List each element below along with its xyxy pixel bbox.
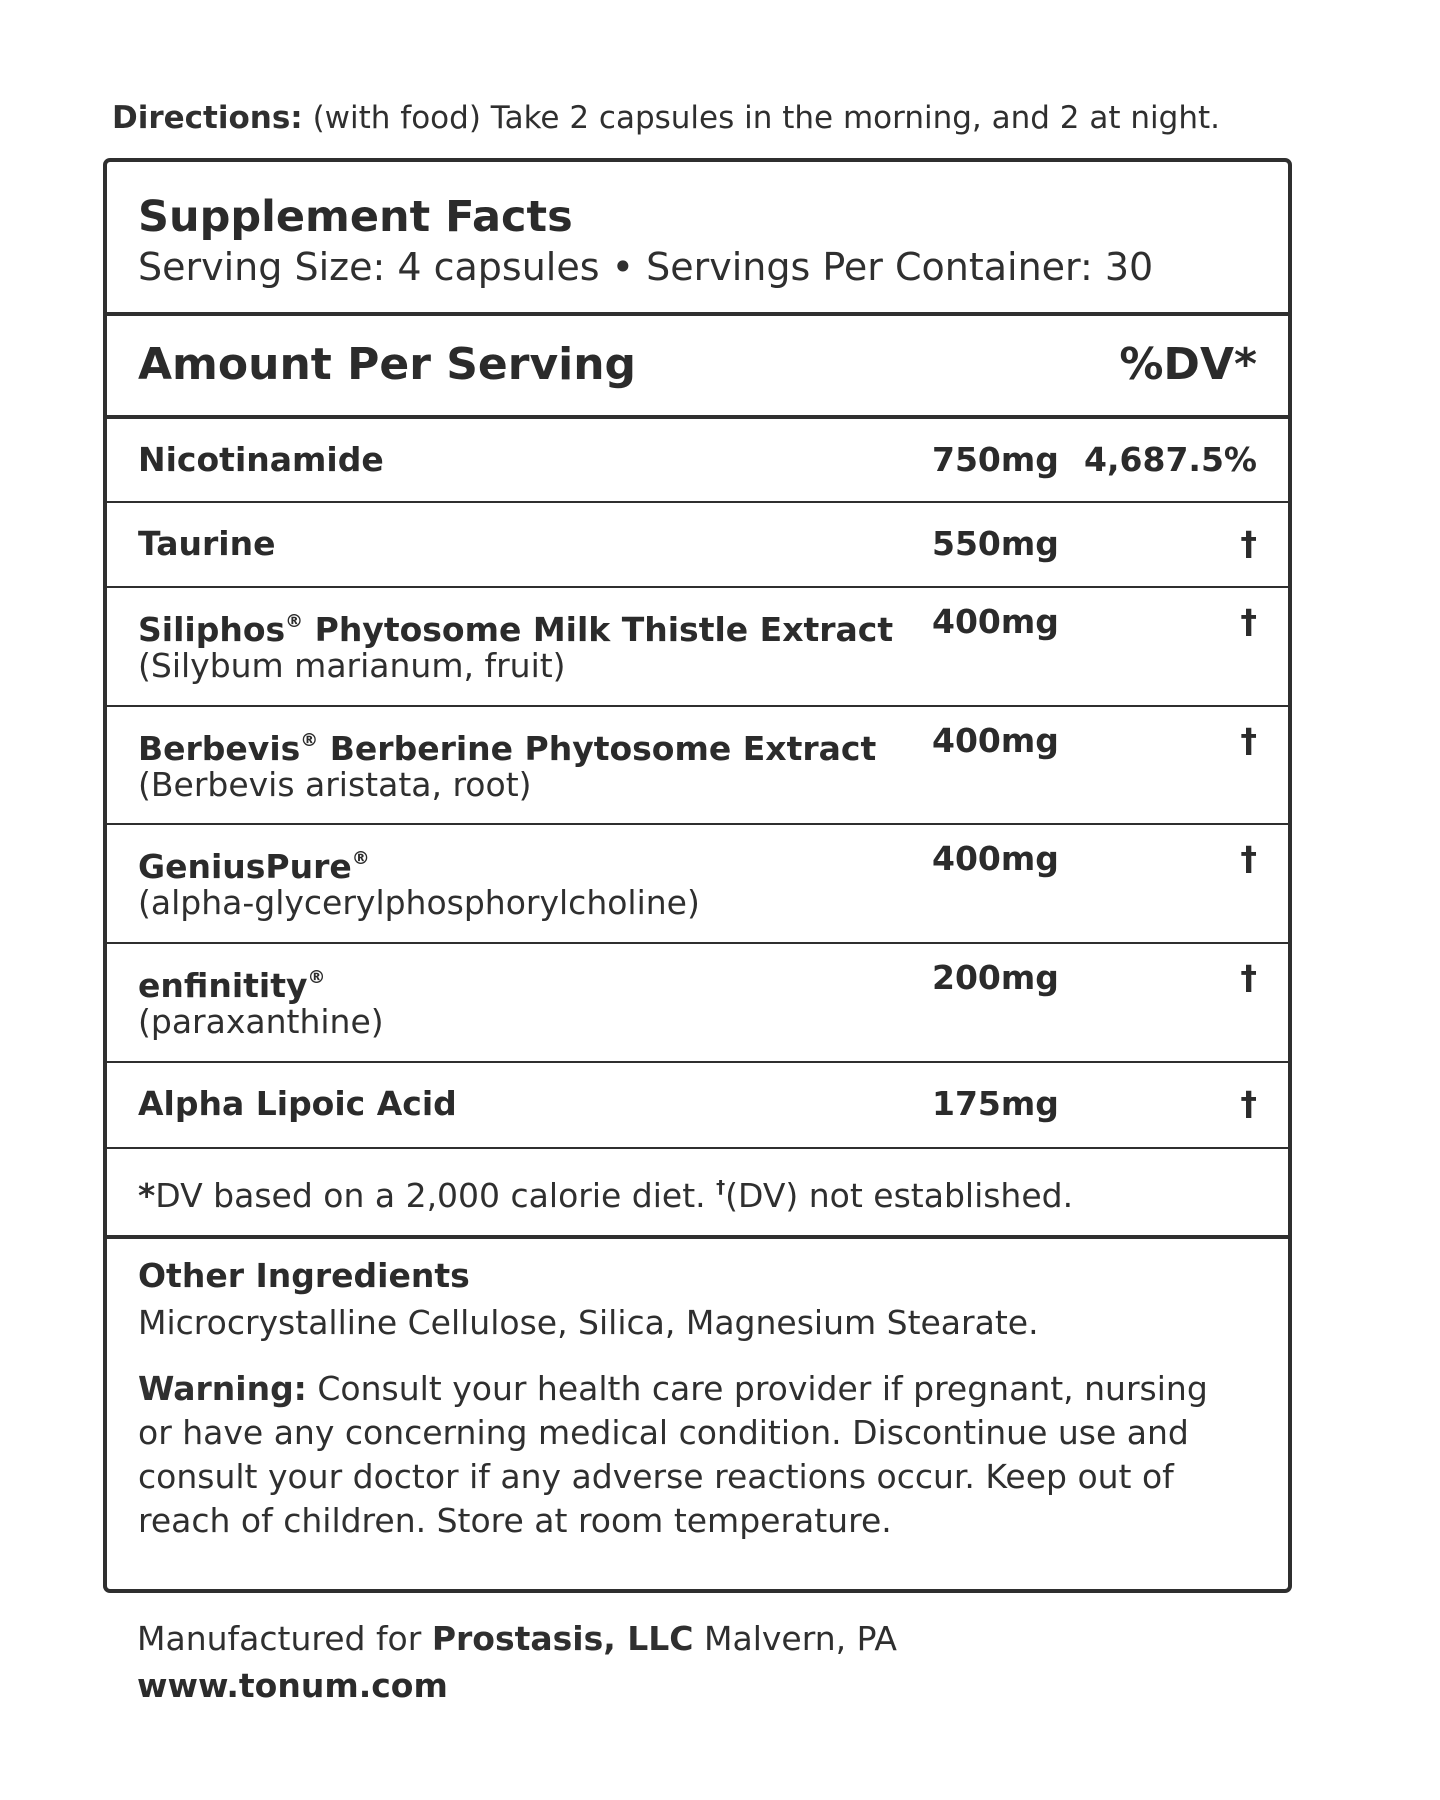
supplement-facts-panel <box>103 158 1292 1593</box>
manufacturer-line: Manufactured for Prostasis, LLC Malvern, PA <box>137 1619 897 1658</box>
ingredient-source: (alpha-glycerylphosphorylcholine) <box>138 883 700 922</box>
ingredient-name: GeniusPure® <box>138 847 370 886</box>
ingredient-row <box>107 1063 1288 1147</box>
divider <box>107 1235 1288 1239</box>
ingredient-dv: † <box>1240 602 1257 641</box>
other-ingredients-title: Other Ingredients <box>138 1256 470 1295</box>
ingredient-row <box>107 419 1288 501</box>
ingredient-dv: † <box>1240 839 1257 878</box>
directions-label: Directions: <box>112 100 303 136</box>
warning-label: Warning: <box>138 1369 307 1408</box>
ingredient-name: Taurine <box>138 524 276 563</box>
ingredient-amount: 200mg <box>932 958 1059 997</box>
directions-text: (with food) Take 2 capsules in the morning, and 2 at night. <box>312 100 1220 136</box>
ingredient-name: Nicotinamide <box>138 440 384 479</box>
ingredient-name: Berbevis® Berberine Phytosome Extract <box>138 729 877 768</box>
warning-text: Warning: Consult your health care provider if pregnant, nursing or have any concerning medical condition. Discontinue use and consult your doctor if any adverse reactions occur. Keep out of reach of children. Store at room temperature. <box>138 1369 1208 1540</box>
ingredient-row <box>107 588 1288 705</box>
amount-per-serving-header: Amount Per Serving <box>138 339 637 390</box>
ingredient-row <box>107 503 1288 586</box>
ingredient-amount: 400mg <box>932 839 1059 878</box>
ingredient-source: (Berbevis aristata, root) <box>138 765 532 804</box>
dv-footnote: *DV based on a 2,000 calorie diet. †(DV) not established. <box>138 1176 1074 1215</box>
ingredient-row <box>107 825 1288 942</box>
other-ingredients-list: Microcrystalline Cellulose, Silica, Magnesium Stearate. <box>138 1303 1039 1342</box>
ingredient-name: Alpha Lipoic Acid <box>138 1084 457 1123</box>
directions <box>112 98 1220 138</box>
dagger-mark: † <box>716 1177 726 1198</box>
ingredient-row <box>107 707 1288 823</box>
ingredient-amount: 175mg <box>932 1084 1059 1123</box>
ingredient-dv: † <box>1240 958 1257 997</box>
ingredient-dv: † <box>1240 1084 1257 1123</box>
panel-title: Supplement Facts <box>138 192 573 242</box>
divider <box>107 1147 1288 1149</box>
registered-mark: ® <box>285 611 304 632</box>
ingredient-source: (Silybum marianum, fruit) <box>138 646 566 685</box>
company-name: Prostasis, LLC <box>431 1619 694 1658</box>
ingredient-source: (paraxanthine) <box>138 1002 384 1041</box>
ingredient-amount: 550mg <box>932 524 1059 563</box>
registered-mark: ® <box>300 730 319 751</box>
ingredient-dv: † <box>1240 524 1257 563</box>
ingredient-name: Siliphos® Phytosome Milk Thistle Extract <box>138 610 894 649</box>
registered-mark: ® <box>351 848 370 869</box>
divider <box>107 312 1288 316</box>
ingredient-amount: 750mg <box>932 440 1059 479</box>
registered-mark: ® <box>307 967 326 988</box>
ingredient-name: enfinitity® <box>138 966 326 1005</box>
dv-header: %DV* <box>1119 339 1257 390</box>
ingredient-dv: † <box>1240 721 1257 760</box>
ingredient-row <box>107 944 1288 1061</box>
ingredient-amount: 400mg <box>932 721 1059 760</box>
ingredient-amount: 400mg <box>932 602 1059 641</box>
ingredient-dv: 4,687.5% <box>1084 440 1257 479</box>
website-url: www.tonum.com <box>137 1666 448 1705</box>
serving-info: Serving Size: 4 capsules • Servings Per Container: 30 <box>138 245 1154 289</box>
